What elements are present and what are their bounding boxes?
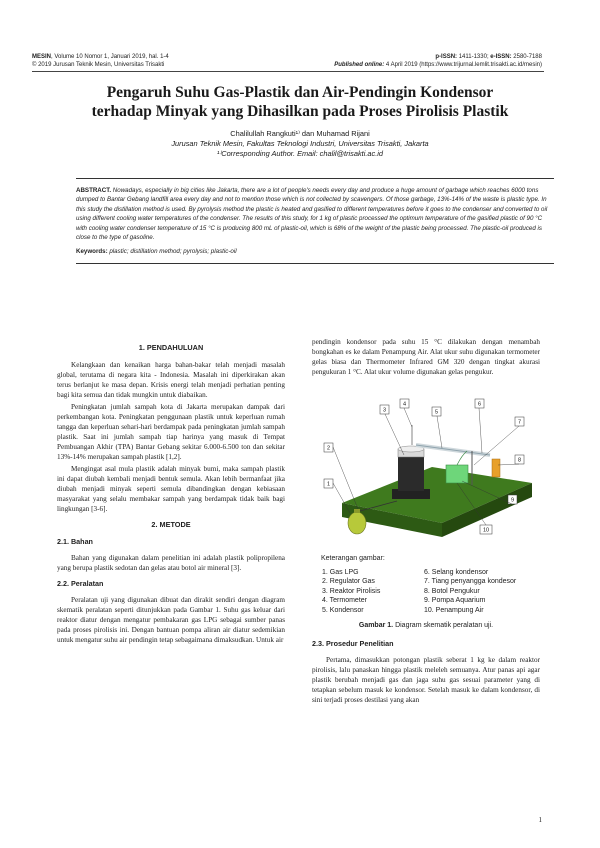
pissn-value: 1411-1330; bbox=[457, 54, 491, 60]
callout-label: 5 bbox=[434, 409, 439, 416]
callout-line bbox=[404, 408, 412, 427]
volume-info: , Volume 10 Nomor 1, Januari 2019, hal. 1-4 bbox=[51, 54, 169, 60]
pyrolysis-reactor bbox=[398, 453, 424, 491]
paragraph: Bahan yang digunakan dalam penelitian ini adalah plastik polipropilena yang berupa plastik sedotan dan gelas atau botol air mineral [3]. bbox=[57, 554, 285, 572]
measuring-bottle bbox=[492, 459, 500, 477]
published-value: 4 April 2019 (https://www.trijurnal.lemlit.trisakti.ac.id/mesin) bbox=[384, 62, 542, 68]
abstract-label: ABSTRACT. bbox=[76, 187, 112, 194]
figure-legend bbox=[312, 554, 540, 616]
paragraph: Peningkatan jumlah sampah kota di Jakarta merupakan dampak dari perkembangan kota. Peningkatan penggunaan plastik untuk keperluan rumah tangga dan keperluan sehari-hari berdampak pada peningkatan jumlah sampah plastik. Saat ini jumlah sampah tiap harinya yang masuk di Tempat Pembuangan Akhir (TPA) Bantar Gebang sekitar 6.000-6.500 ton dan sekitar 13%-14% merupakan sampah plastik [1,2]. bbox=[57, 403, 285, 461]
journal-header-right bbox=[334, 53, 542, 69]
legend-title: Keterangan gambar: bbox=[321, 555, 385, 562]
title-line-1: Pengaruh Suhu Gas-Plastik dan Air-Pendingin Kondensor bbox=[106, 84, 494, 101]
callout-label: 8 bbox=[517, 457, 522, 464]
keywords-text: plastic; distillation method; pyrolysis; plastic-oil bbox=[107, 248, 237, 256]
title-line-2: terhadap Minyak yang Dihasilkan pada Proses Pirolisis Plastik bbox=[91, 103, 509, 120]
legend-item: 6. Selang kondensor bbox=[424, 568, 489, 576]
condenser-core bbox=[416, 445, 490, 455]
eissn-label: e-ISSN: bbox=[490, 54, 512, 60]
section-heading-pendahuluan: 1. PENDAHULUAN bbox=[138, 343, 204, 352]
lpg-valve bbox=[354, 509, 360, 513]
caption-text: Diagram skematik peralatan uji. bbox=[393, 621, 494, 629]
header-divider bbox=[32, 71, 544, 72]
apparatus-diagram bbox=[312, 385, 540, 550]
callout-line bbox=[498, 464, 519, 465]
figure-caption bbox=[312, 621, 540, 631]
callout-label: 7 bbox=[517, 419, 522, 426]
callout-label: 9 bbox=[510, 497, 515, 504]
callout-label: 4 bbox=[402, 401, 407, 408]
subsection-heading-bahan: 2.1. Bahan bbox=[57, 537, 93, 546]
eissn-value: 2580-7188 bbox=[511, 54, 542, 60]
published-label: Published online: bbox=[334, 62, 385, 68]
callout-line bbox=[385, 414, 404, 455]
callout-label: 10 bbox=[482, 527, 490, 534]
paragraph: Peralatan uji yang digunakan dibuat dan dirakit sendiri dengan diagram skematik peralatan seperti ditunjukkan pada Gambar 1. Suhu gas keluar dari reaktor diatur dengan mengatur pembakaran gas LPG sebagai sumber panas pada proses pirolisis ini. Dengan bantuan pompa aliran air diatur sedemikian untuk mengatur suhu air pendingin tetap sebagaimana dimaksudkan. Untuk air bbox=[57, 596, 285, 644]
caption-label: Gambar 1. bbox=[358, 621, 394, 629]
left-column bbox=[57, 337, 285, 647]
paragraph: pendingin kondensor pada suhu 15 °C dilakukan dengan menambah bongkahan es ke dalam Penampung Air. Alat ukur suhu digunakan termometer gelas biasa dan Thermometer Infrared GM 320 dengan tingkat akurasi pengukuran 1 °C. Alat ukur volume digunakan gelas pengukur. bbox=[312, 338, 540, 376]
affiliation: Jurusan Teknik Mesin, Fakultas Teknologi Industri, Universitas Trisakti, Jakarta bbox=[171, 139, 429, 148]
author-names: Chalilullah Rangkuti¹⁾ dan Muhamad Rijani bbox=[230, 129, 370, 138]
journal-name: MESIN bbox=[32, 54, 52, 60]
section-heading-metode: 2. METODE bbox=[151, 520, 191, 529]
legend-item: 7. Tiang penyangga kondesor bbox=[424, 578, 517, 586]
legend-item: 10. Penampung Air bbox=[424, 606, 484, 614]
legend-grid bbox=[312, 568, 540, 616]
subsection-heading-prosedur: 2.3. Prosedur Penelitian bbox=[312, 638, 394, 648]
page-number: 1 bbox=[538, 816, 542, 824]
journal-header-left bbox=[32, 53, 169, 69]
lpg-tank bbox=[348, 512, 366, 534]
paragraph: Kelangkaan dan kenaikan harga bahan-bakar telah menjadi masalah global, terutama di negara kita - Indonesia. Masalah ini diperkirakan akan terus berlanjut ke masa depan. Krisis energi telah menjadi perhatian penting bagi kita semua dan tidak mungkin untuk diabaikan. bbox=[57, 361, 285, 399]
callout-line bbox=[333, 447, 358, 509]
paragraph: Pertama, dimasukkan potongan plastik seberat 1 kg ke dalam reaktor pirolisis, lalu panaskan hingga plastik meleleh semuanya. Atur panas api agar plastik berubah menjadi gas dan jaga suhu gas sesuai parameter yang di tetapkan sebelum masuk ke kondensor. Setelah masuk ke dalam kondensor, di sini terjadi proses destilasi yang akan bbox=[312, 655, 540, 704]
paper-title bbox=[40, 83, 560, 121]
callout-line bbox=[333, 483, 350, 513]
legend-item: 9. Pompa Aquarium bbox=[424, 597, 486, 605]
legend-item: 5. Kondensor bbox=[322, 606, 364, 614]
pissn-label: p-ISSN: bbox=[435, 54, 458, 60]
water-container bbox=[446, 465, 468, 483]
copyright-line: © 2019 Jurusan Teknik Mesin, Universitas Trisakti bbox=[32, 62, 165, 68]
legend-item: 2. Regulator Gas bbox=[322, 578, 375, 586]
legend-item: 4. Termometer bbox=[322, 597, 367, 605]
corresponding-author: ¹⁾Corresponding Author. Email: chalil@trisakti.ac.id bbox=[216, 149, 384, 158]
paragraph: Mengingat asal mula plastik adalah minyak bumi, maka sampah plastik ini dapat diubah kembali menjadi bentuk semula. Akan lebih bermanfaat jika diubah menjadi minyak seperti semula dibandingkan dengan kebiasaan masyarakat yang selalu membakar sampah yang berdampak tidak baik bagi lingkungan [3-6]. bbox=[57, 465, 285, 513]
right-column bbox=[312, 337, 540, 707]
callout-label: 6 bbox=[477, 401, 482, 408]
apparatus-figure bbox=[312, 385, 540, 550]
abstract-text: Nowadays, especially in big cities like Jakarta, there are a lot of people's needs every day and produce a huge amount of garbage which reaches 6000 tons dumped to Bantar Gebang landfill area every day and not to mention those which is not collected by scavengers. Of those garbage, 13%-14% of the waste is plastic type. In this study the distillation method is used. By pyrolysis method the plastic is heated and gasified to different temperatures before it goes to the condenser and converted to oil using different cooling water temperatures of the condenser. The results of this study, for 1 kg of plastic processed the optimum temperature of the gasified plastic of 90 °C with cooling water condenser temperature of 15 °C is producing 800 mL of plastic-oil, which is 68% of the weight of the plastic being processed. The plastic-oil produced is close to the type of gasoline. bbox=[76, 187, 548, 242]
callout-label: 3 bbox=[382, 407, 387, 414]
callout-label: 1 bbox=[326, 481, 331, 488]
callout-line bbox=[437, 416, 442, 448]
legend-item: 3. Reaktor Pirolisis bbox=[322, 587, 381, 595]
author-block bbox=[40, 129, 560, 159]
abstract-box bbox=[76, 178, 554, 264]
legend-item: 8. Botol Pengukur bbox=[424, 587, 480, 595]
keywords-label: Keywords: bbox=[76, 248, 108, 256]
keywords bbox=[76, 247, 554, 256]
legend-item: 1. Gas LPG bbox=[322, 568, 359, 576]
callout-line bbox=[479, 408, 482, 453]
callout-label: 2 bbox=[326, 445, 331, 452]
subsection-heading-peralatan: 2.2. Peralatan bbox=[57, 579, 104, 588]
